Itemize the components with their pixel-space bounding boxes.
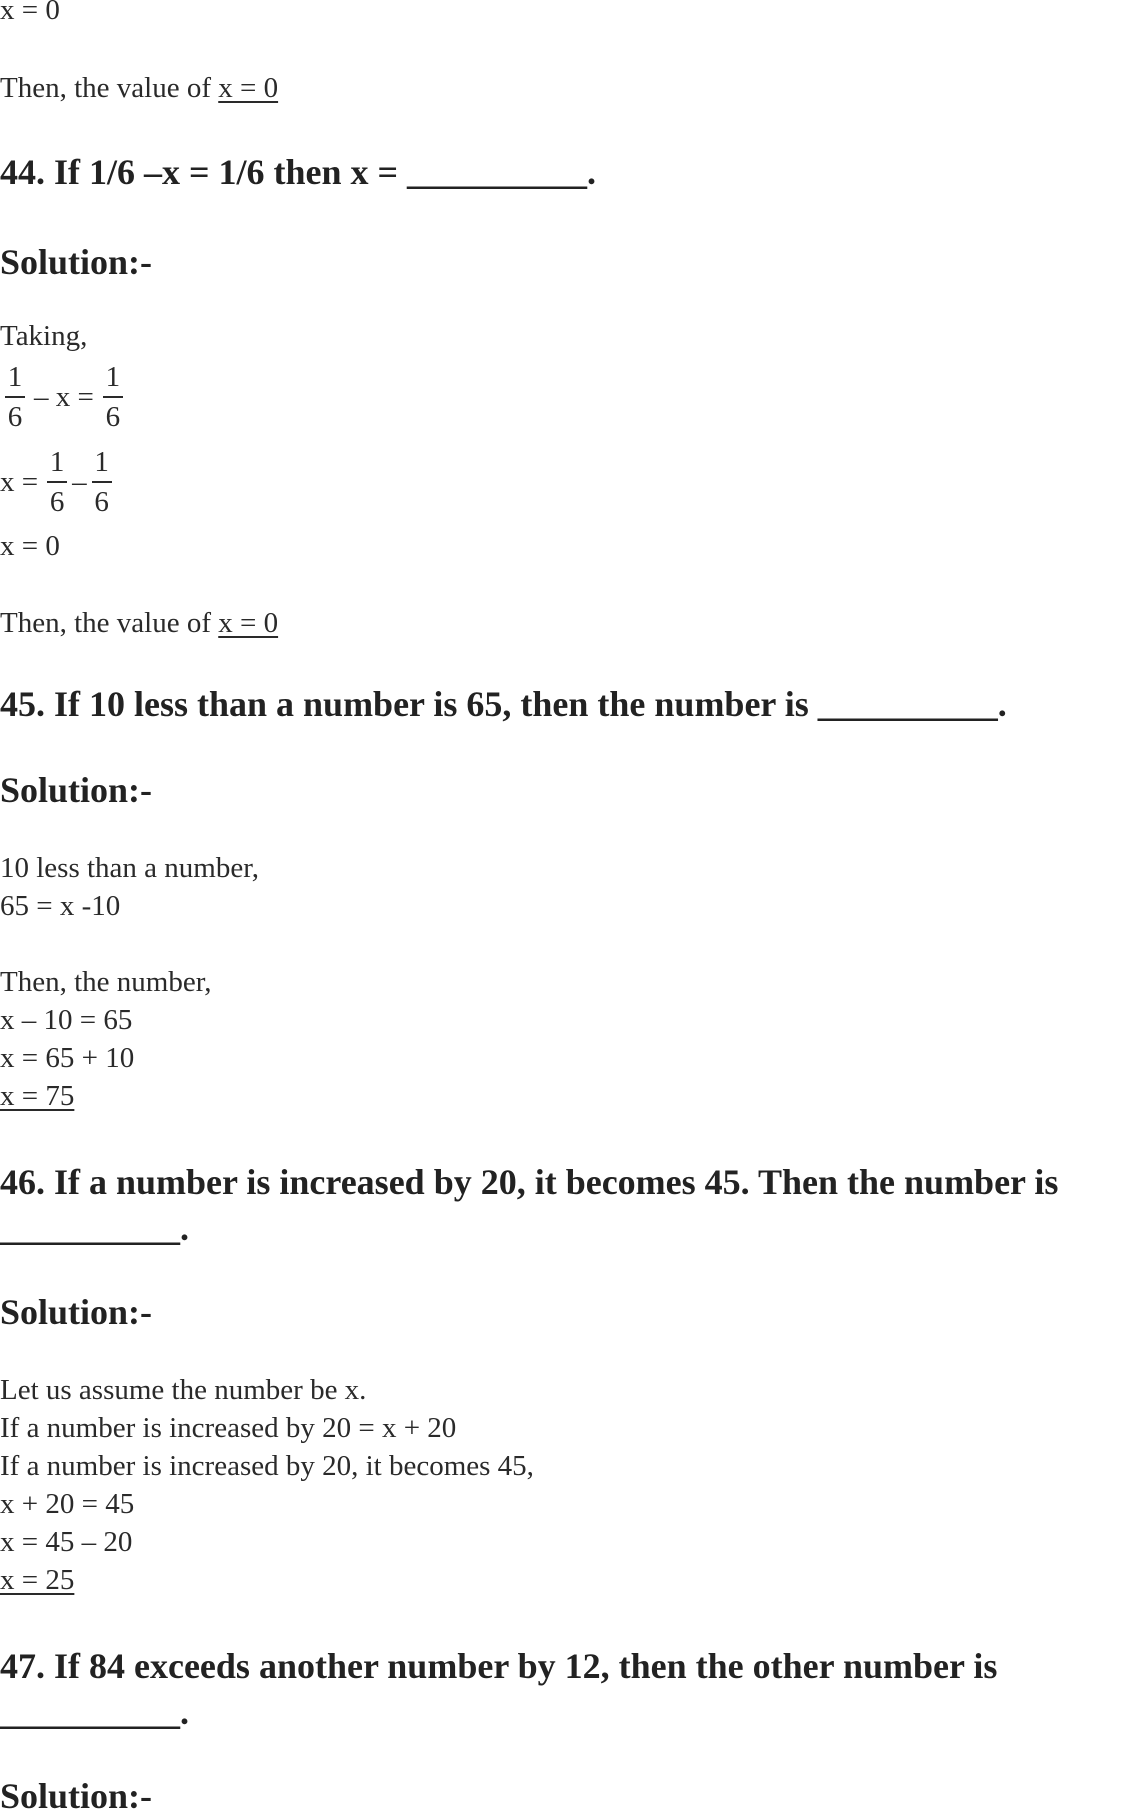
- conclusion-answer: x = 0: [218, 72, 279, 104]
- solution-line: If a number is increased by 20, it becomes 45,: [0, 1450, 534, 1482]
- solution-label: Solution:-: [0, 242, 153, 282]
- operator: x =: [0, 465, 39, 498]
- solution-line: Then, the number,: [0, 966, 212, 998]
- operator: –: [72, 465, 87, 498]
- question-44-heading: 44. If 1/6 –x = 1/6 then x = __________.: [0, 152, 597, 192]
- conclusion-line: [0, 605, 278, 641]
- solution-label: Solution:-: [0, 1776, 153, 1816]
- solution-line: 10 less than a number,: [0, 852, 259, 884]
- solution-line: If a number is increased by 20 = x + 20: [0, 1412, 457, 1444]
- solution-line: 65 = x -10: [0, 890, 121, 922]
- question-45-heading: 45. If 10 less than a number is 65, then the number is __________.: [0, 684, 1007, 724]
- conclusion-text: Then, the value of: [0, 607, 219, 639]
- solution-intro: Taking,: [0, 320, 88, 352]
- fraction: $\frac{1}{6}$: [2, 358, 28, 436]
- conclusion-answer: x = 0: [218, 607, 279, 639]
- answer-line: x = 75: [0, 1080, 75, 1112]
- fraction-equation-1: [2, 358, 126, 436]
- solution-label: Solution:-: [0, 1292, 153, 1332]
- answer-line: x = 25: [0, 1564, 75, 1596]
- solution-line: x = 45 – 20: [0, 1526, 133, 1558]
- fraction-equation-2: [0, 443, 115, 521]
- fraction: $\frac{1}{6}$: [100, 358, 126, 436]
- solution-line: x + 20 = 45: [0, 1488, 135, 1520]
- solution-line: x = 65 + 10: [0, 1042, 135, 1074]
- equation-line: x = 0: [0, 0, 60, 26]
- conclusion-text: Then, the value of: [0, 72, 219, 104]
- result-line: x = 0: [0, 530, 60, 562]
- question-47-blank: __________.: [0, 1692, 189, 1732]
- solution-line: Let us assume the number be x.: [0, 1374, 367, 1406]
- conclusion-line: [0, 70, 278, 106]
- question-46-blank: __________.: [0, 1208, 189, 1248]
- solution-label: Solution:-: [0, 770, 153, 810]
- solution-line: x – 10 = 65: [0, 1004, 133, 1036]
- operator: – x =: [34, 380, 94, 413]
- question-47-heading: 47. If 84 exceeds another number by 12, then the other number is: [0, 1646, 998, 1686]
- fraction: $\frac{1}{6}$: [89, 443, 115, 521]
- fraction: $\frac{1}{6}$: [44, 443, 70, 521]
- question-46-heading: 46. If a number is increased by 20, it becomes 45. Then the number is: [0, 1162, 1059, 1202]
